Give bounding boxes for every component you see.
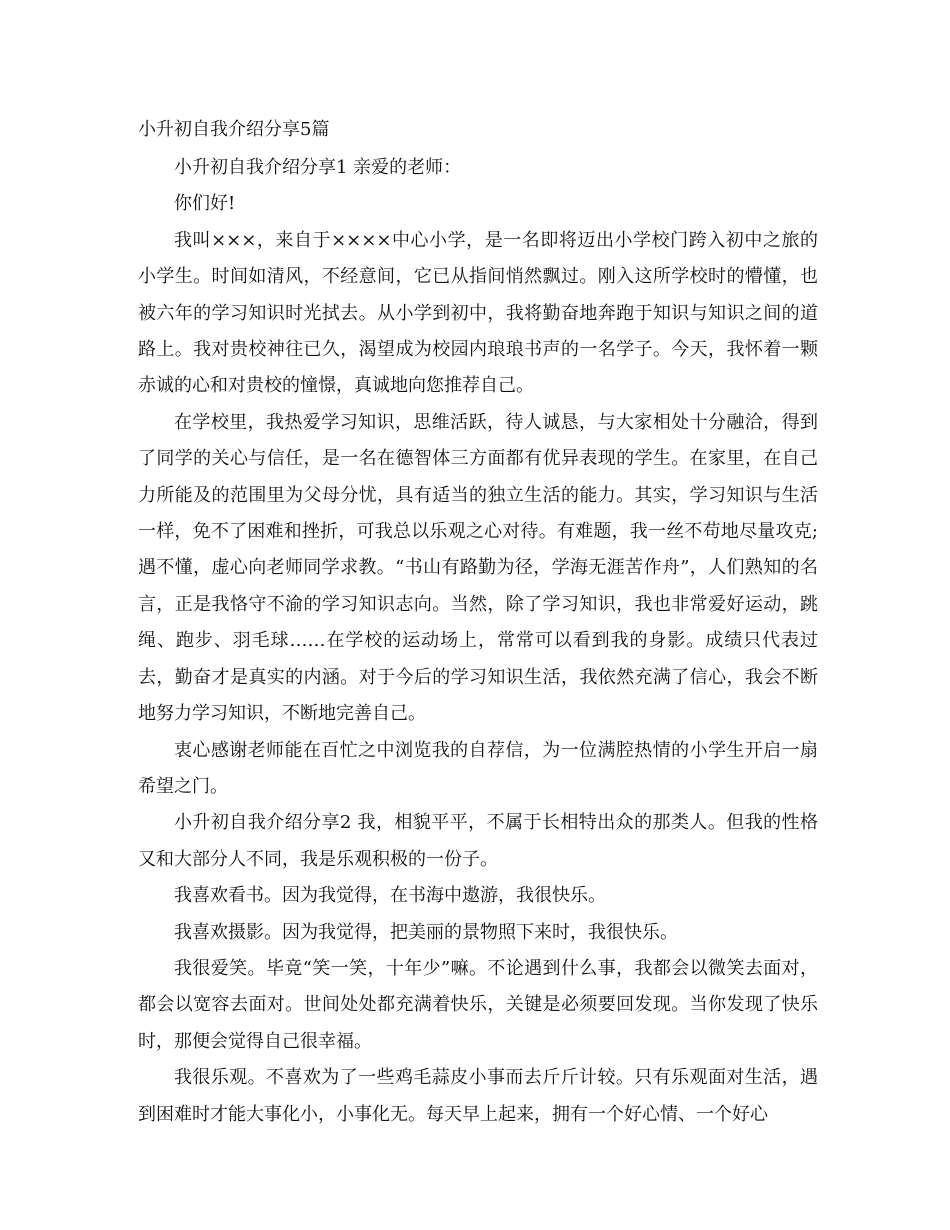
paragraph: 小升初自我介绍分享1 亲爱的老师：	[174, 157, 462, 178]
paragraph: 你们好!	[174, 193, 236, 215]
paragraph: 我很爱笑。毕竟“笑一笑，十年少”嘛。不论遇到什么事，我都会以微笑去面对，都会以宽容去面对。世间处处都充满着快乐，关键是必须要回发现。当你发现了快乐时，那便会觉得自己很幸福。	[138, 957, 818, 1052]
paragraph: 我很乐观。不喜欢为了一些鸡毛蒜皮小事而去斤斤计较。只有乐观面对生活，遇到困难时才能大事化小，小事化无。每天早上起来，拥有一个好心情、一个好心	[138, 1067, 818, 1125]
document-title: 小升初自我介绍分享5篇	[138, 119, 330, 140]
paragraph: 衷心感谢老师能在百忙之中浏览我的自荐信，为一位满腔热情的小学生开启一扇希望之门。	[138, 739, 818, 797]
paragraph: 在学校里，我热爱学习知识，思维活跃，待人诚恳，与大家相处十分融洽，得到了同学的关心与信任，是一名在德智体三方面都有优异表现的学生。在家里，在自己力所能及的范围里为父母分忧，具有适当的独立生活的能力。其实，学习知识与生活一样，免不了困难和挫折，可我总以乐观之心对待。有难题，我一丝不苟地尽量攻克;遇不懂，虚心向老师同学求教。“书山有路勤为径，学海无涯苦作舟”，人们熟知的名言，正是我恪守不渝的学习知识志向。当然，除了学习知识，我也非常爱好运动，跳绳、跑步、羽毛球……在学校的运动场上，常常可以看到我的身影。成绩只代表过去，勤奋才是真实的内涵。对于今后的学习知识生活，我依然充满了信心，我会不断地努力学习知识，不断地完善自己。	[138, 411, 818, 725]
paragraph: 我喜欢看书。因为我觉得，在书海中遨游，我很快乐。	[174, 885, 606, 907]
paragraph: 小升初自我介绍分享2 我，相貌平平，不属于长相特出众的那类人。但我的性格又和大部分人不同，我是乐观积极的一份子。	[138, 812, 818, 870]
paragraph: 我喜欢摄影。因为我觉得，把美丽的景物照下来时，我很快乐。	[174, 921, 678, 943]
paragraph: 我叫×××，来自于××××中心小学，是一名即将迈出小学校门跨入初中之旅的小学生。时间如清风，不经意间，它已从指间悄然飘过。刚入这所学校时的懵懂，也被六年的学习知识时光拭去。从小学到初中，我将勤奋地奔跑于知识与知识之间的道路上。我对贵校神往已久，渴望成为校园内琅琅书声的一名学子。今天，我怀着一颗赤诚的心和对贵校的憧憬，真诚地向您推荐自己。	[138, 229, 818, 397]
document-body	[138, 150, 818, 1133]
